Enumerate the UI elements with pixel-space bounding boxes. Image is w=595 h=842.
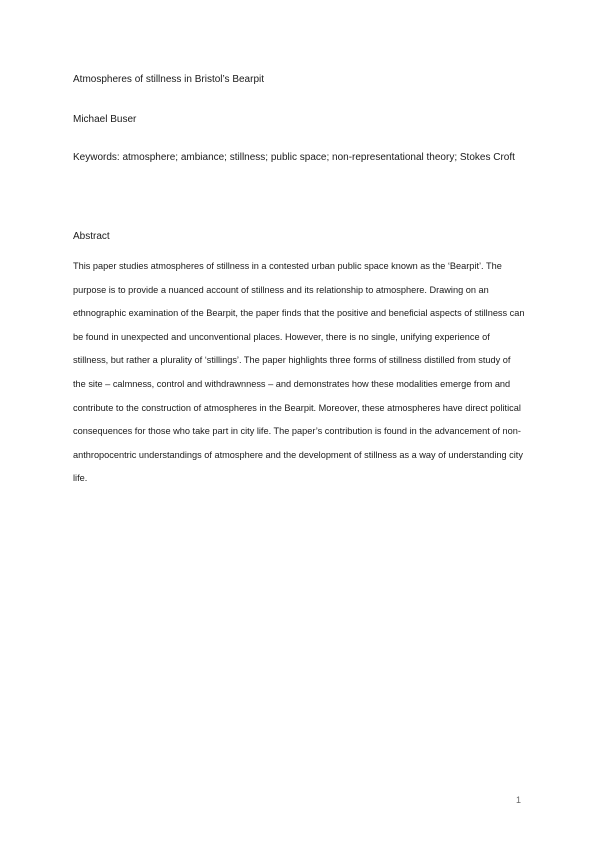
author-name: Michael Buser: [73, 114, 137, 125]
keywords-line: Keywords: atmosphere; ambiance; stillness; public space; non-representational theory; Stokes Croft: [73, 152, 515, 163]
page-number: 1: [516, 795, 522, 805]
paper-title: Atmospheres of stillness in Bristol’s Bearpit: [73, 74, 265, 85]
abstract-paragraph: This paper studies atmospheres of stillness in a contested urban public space known as the ‘Bearpit’. The purpose is to provide a nuanced account of stillness and its relationship to atmosphere. Drawing on an ethnographic examination of the Bearpit, the paper finds that the positive and beneficial aspects of stillness can be found in unexpected and unconventional places. However, there is no single, unifying experience of stillness, but rather a plurality of ‘stillings’. The paper highlights three forms of stillness distilled from study of the site – calmness, control and withdrawnness – and demonstrates how these modalities emerge from and contribute to the construction of atmospheres in the Bearpit. Moreover, these atmospheres have direct political consequences for those who take part in city life. The paper’s contribution is found in the advancement of non-anthropocentric understandings of atmosphere and the development of stillness as a way of understanding city life.: [73, 261, 525, 484]
abstract-heading: Abstract: [73, 231, 110, 242]
